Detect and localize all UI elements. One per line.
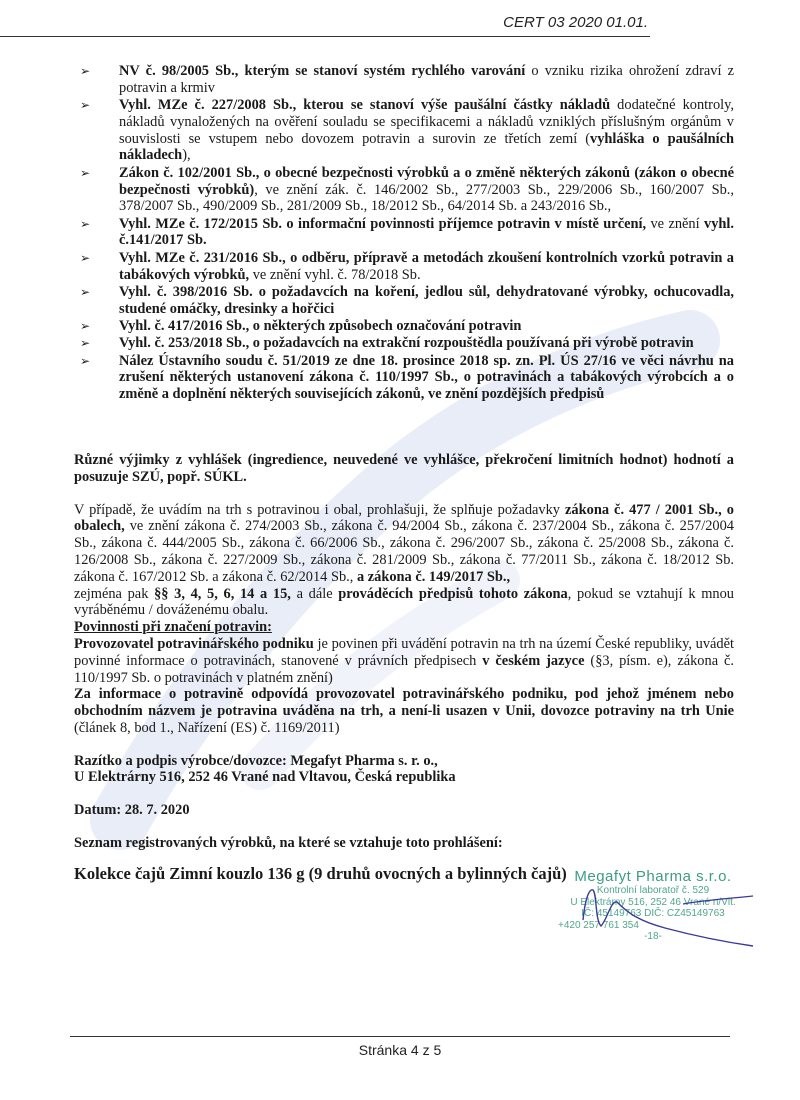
packaging-amendments: ve znění zákona č. 274/2003 Sb., zákona č. 94/2004 Sb., zákona č. 237/2004 Sb., zákona č. 257/2004 Sb., zákona č. 444/2005 Sb., zákona č. 66/2006 Sb., zákona č. 296/2007 Sb., zákona č. 25/2008 Sb., zákona č. 126/2008 Sb., zákona č. 227/2009 Sb., zákona č. 281/2009 Sb., zákona č. 77/2011 Sb., zákona č. 18/2012 Sb. zákona č. 167/2012 Sb. a zákona č. 62/2014 Sb., bbox=[74, 518, 734, 585]
company-stamp bbox=[548, 868, 758, 943]
law-title: Vyhl. MZe č. 172/2015 Sb. o informační povinnosti příjemce potravin v místě určení, bbox=[119, 215, 647, 232]
arrow-bullet-icon: ➢ bbox=[80, 165, 91, 180]
arrow-bullet-icon: ➢ bbox=[80, 216, 91, 231]
law-item bbox=[74, 216, 734, 250]
product-name: Kolekce čajů Zimní kouzlo 136 g (9 druhů ovocných a bylinných čajů) bbox=[74, 863, 567, 883]
labeling-text: je povinen při uvádění potravin na trh na území České republiky, uvádět povinné informace o potravinách, stanovené v právních předpisech bbox=[74, 635, 734, 669]
header-rule bbox=[0, 36, 650, 37]
packaging-law-2: a zákona č. 149/2017 Sb., bbox=[356, 568, 511, 585]
law-text: dodatečné kontroly, nákladů vynaložených na ověření souladu se specifikacemi a nákladů vzniklých příslušným orgánům v souvislosti se vstupem nebo dovozem potravin a surovin ze třetích zemí ( bbox=[119, 97, 734, 147]
law-item bbox=[74, 63, 734, 97]
law-item bbox=[74, 353, 734, 403]
products-title: Seznam registrovaných výrobků, na které se vztahuje toto prohlášení: bbox=[74, 835, 503, 852]
stamp-title: Megafyt Pharma s.r.o. bbox=[574, 868, 732, 885]
stamp-line: U Elektrárny 516, 252 46 Vrané n/Vlt. bbox=[570, 896, 736, 908]
exceptions-text: Různé výjimky z vyhlášek (ingredience, neuvedené ve vyhlášce, překročení limitních hodnot) hodnotí a posuzuje SZÚ, popř. SÚKL. bbox=[74, 451, 734, 485]
packaging-text: V případě, že uvádím na trh s potravinou i obal, prohlašuji, že splňuje požadavky bbox=[74, 501, 566, 518]
signature-block bbox=[74, 753, 734, 787]
sections-intro: zejména pak bbox=[74, 585, 155, 602]
page-number: Stránka 4 z 5 bbox=[358, 1042, 442, 1058]
law-title: Vyhl. č. 253/2018 Sb., o požadavcích na extrakční rozpouštědla používaná při výrobě potravin bbox=[119, 335, 694, 352]
arrow-bullet-icon: ➢ bbox=[80, 353, 91, 368]
footer-rule bbox=[70, 1036, 730, 1037]
packaging-sections bbox=[74, 586, 734, 620]
sections-list: §§ 3, 4, 5, 6, 14 a 15, bbox=[154, 585, 291, 602]
law-title: Vyhl. č. 398/2016 Sb. o požadavcích na koření, jedlou sůl, dehydratované výrobky, ochucovadla, studené omáčky, dresinky a hořčici bbox=[119, 283, 734, 317]
law-title: Vyhl. MZe č. 231/2016 Sb., o odběru, přípravě a metodách zkoušení kontrolních vzorků potravin a tabákových výrobků, bbox=[119, 249, 734, 283]
arrow-bullet-icon: ➢ bbox=[80, 250, 91, 265]
arrow-bullet-icon: ➢ bbox=[80, 98, 91, 113]
law-item bbox=[74, 335, 734, 352]
document-code: CERT 03 2020 01.01. bbox=[503, 14, 648, 31]
law-title: Nález Ústavního soudu č. 51/2019 ze dne 18. prosince 2018 sp. zn. Pl. ÚS 27/16 ve věci návrhu na zrušení některých ustanovení zákona č. 110/1997 Sb., o potravinách a tabákových výrobcích a o změně a doplnění některých souvisejících zákonů, ve znění pozdějších předpisů bbox=[119, 352, 734, 403]
law-title: NV č. 98/2005 Sb., kterým se stanoví systém rychlého varování bbox=[119, 63, 526, 79]
responsibility-ref: (článek 8, bod 1., Nařízení (ES) č. 1169/2011) bbox=[74, 719, 340, 736]
czech-language: v českém jazyce bbox=[482, 652, 585, 669]
stamp-number: -18- bbox=[644, 931, 662, 942]
stamp-line: Kontrolní laboratoř č. 529 bbox=[596, 885, 710, 896]
law-title: Vyhl. MZe č. 227/2008 Sb., kterou se stanoví výše paušální částky nákladů bbox=[119, 97, 611, 114]
sections-text: a dále bbox=[290, 585, 339, 602]
packaging-law: zákona č. 477 / 2001 Sb., o obalech, bbox=[74, 501, 734, 535]
law-item bbox=[74, 97, 734, 164]
law-title: Vyhl. č. 417/2016 Sb., o některých způsobech označování potravin bbox=[119, 317, 522, 334]
exceptions-paragraph bbox=[74, 452, 734, 486]
sections-tail: , pokud se vztahují k mnou vyráběnému / dováženému obalu. bbox=[74, 585, 734, 619]
arrow-bullet-icon: ➢ bbox=[80, 284, 91, 299]
law-list bbox=[74, 63, 734, 403]
law-text: o vzniku rizika ohrožení zdraví z potravin a krmiv bbox=[119, 63, 734, 96]
law-item bbox=[74, 165, 734, 215]
law-text: ve znění vyhl. č. 78/2018 Sb. bbox=[249, 266, 421, 283]
document-body bbox=[74, 63, 734, 883]
labeling-paragraph bbox=[74, 636, 734, 686]
stamp-phone: +420 257 761 354 bbox=[558, 919, 639, 931]
law-title-2: vyhláška o paušálních nákladech bbox=[119, 130, 734, 164]
arrow-bullet-icon: ➢ bbox=[80, 64, 91, 78]
responsibility-text: Za informace o potravině odpovídá provozovatel potravinářského podniku, pod jehož jménem nebo obchodním názvem je potravina uváděna na trh, a není-li usazen v Unii, dovozce potraviny na trh Unie bbox=[74, 686, 734, 720]
law-title-2: vyhl. č.141/2017 Sb. bbox=[119, 215, 735, 249]
packaging-paragraph bbox=[74, 502, 734, 586]
law-text: , ve znění zák. č. 146/2002 Sb., 277/2003 Sb., 229/2006 Sb., 160/2007 Sb., 378/2007 Sb., 490/2009 Sb., 281/2009 Sb., 18/2012 Sb., 64/2014 Sb. a 243/2016 Sb., bbox=[119, 181, 734, 215]
stamp-line: IČ: 45149763 DIČ: CZ45149763 bbox=[581, 908, 725, 919]
law-item bbox=[74, 318, 734, 335]
law-text-2: ), bbox=[182, 147, 191, 164]
arrow-bullet-icon: ➢ bbox=[80, 336, 91, 351]
operator-label: Provozovatel potravinářského podniku bbox=[74, 635, 314, 652]
implementing-regulations: prováděcích předpisů tohoto zákona bbox=[338, 585, 568, 602]
law-text: ve znění bbox=[646, 215, 705, 232]
signature-line-2: U Elektrárny 516, 252 46 Vrané nad Vltavou, Česká republika bbox=[74, 769, 456, 786]
date: Datum: 28. 7. 2020 bbox=[74, 802, 190, 819]
labeling-heading bbox=[74, 619, 734, 636]
signature-line-1: Razítko a podpis výrobce/dovozce: Megafyt Pharma s. r. o., bbox=[74, 752, 438, 769]
law-item bbox=[74, 250, 734, 284]
labeling-heading-text: Povinnosti při značení potravin: bbox=[74, 619, 272, 636]
law-title: Zákon č. 102/2001 Sb., o obecné bezpečnosti výrobků a o změně některých zákonů (zákon o obecné bezpečnosti výrobků) bbox=[119, 164, 734, 198]
labeling-ref: (§3, písm. e), zákona č. 110/1997 Sb. o potravinách v platném znění) bbox=[74, 652, 735, 686]
arrow-bullet-icon: ➢ bbox=[80, 318, 91, 333]
responsibility-paragraph bbox=[74, 686, 734, 736]
law-item bbox=[74, 284, 734, 318]
